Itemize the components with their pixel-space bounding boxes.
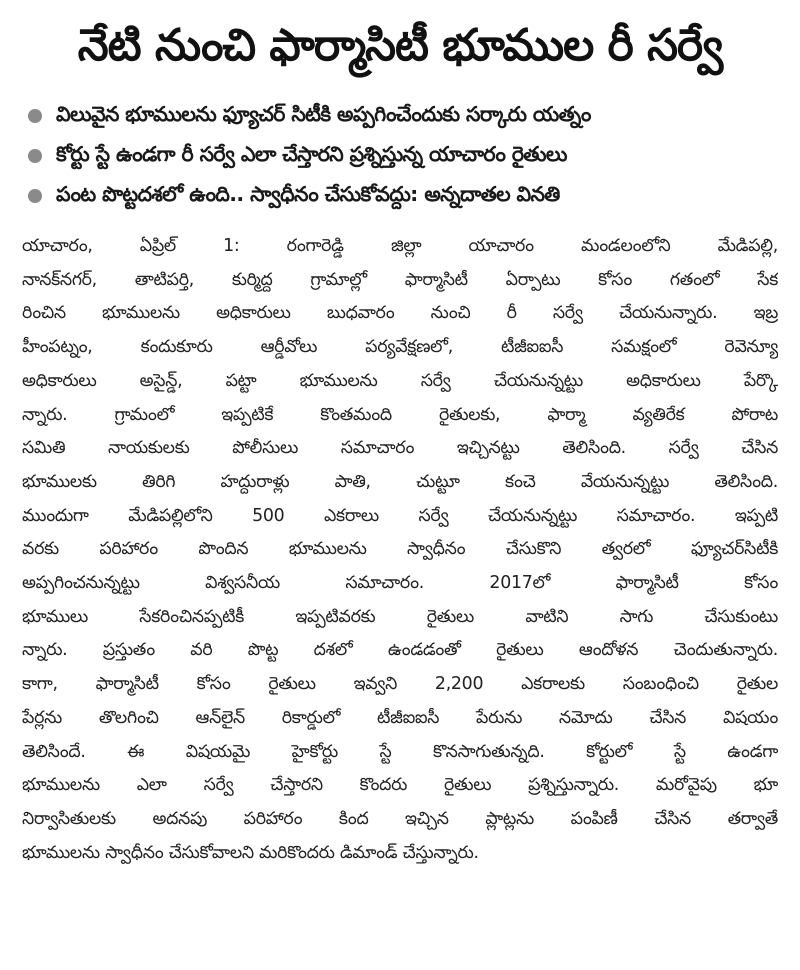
subheadline-text: విలువైన భూములను ఫ్యూచర్ సిటీకి అప్పగించేందుకు సర్కారు యత్నం <box>56 101 591 126</box>
body-line: అధికారులు అసైన్డ్, పట్టా భూములను సర్వే చేయనున్నట్టు అధికారులు పేర్కొ <box>22 370 778 391</box>
body-line: భూములను ఎలా సర్వే చేస్తారని కొందరు రైతులు ప్రశ్నిస్తున్నారు. మరోవైపు భూ <box>22 775 778 796</box>
body-line: భూములను స్వాధీనం చేసుకోవాలని మరికొందరు డిమాండ్ చేస్తున్నారు. <box>22 842 479 863</box>
body-line: నిర్వాసితులకు అదనపు పరిహారం కింద ఇచ్చిన ప్లాట్లను పంపిణీ చేసిన తర్వాతే <box>22 808 778 829</box>
body-line: నానక్‌నగర్, తాటిపర్తి, కుర్మిద్ద గ్రామాల్లో ఫార్మాసిటీ ఏర్పాటు కోసం గతంలో సేక <box>22 269 778 290</box>
body-line: వరకు పరిహారం పొందిన భూములను స్వాధీనం చేసుకొని త్వరలో ఫ్యూచర్‌సిటీకి <box>22 539 778 560</box>
body-line: సమితి నాయకులకు పోలీసులు సమాచారం ఇచ్చినట్టు తెలిసింది. సర్వే చేసిన <box>22 438 778 459</box>
body-line: రించిన భూములను అధికారులు బుధవారం నుంచి రీ సర్వే చేయనున్నారు. ఇబ్ర <box>22 303 778 324</box>
body-line: పేర్లను తొలగించి ఆన్‌లైన్ రికార్డులో టీజీఐఐసీ పేరును నమోదు చేసిన విషయం <box>22 707 778 728</box>
body-line: తెలిసిందే. ఈ విషయమై హైకోర్టు స్టే కొనసాగుతున్నది. కోర్టులో స్టే ఉండగా <box>22 741 778 762</box>
body-line: భూములకు తిరిగి హద్దురాళ్లు పాతి, చుట్టూ కంచె వేయనున్నట్టు తెలిసింది. <box>22 471 778 492</box>
body-line: ముందుగా మేడిపల్లిలోని 500 ఎకరాలు సర్వే చేయనున్నట్టు సమాచారం. ఇప్పటి <box>22 505 778 526</box>
body-line: భూములు సేకరించినప్పటికీ ఇప్పటివరకు రైతులు వాటిని సాగు చేసుకుంటు <box>22 606 778 627</box>
body-line: న్నారు. ప్రస్తుతం వరి పొట్ట దశలో ఉండడంతో రైతులు ఆందోళన చెందుతున్నారు. <box>22 640 778 661</box>
body-line: న్నారు. గ్రామంలో ఇప్పటికే కొంతమంది రైతులకు, ఫార్మా వ్యతిరేక పోరాట <box>22 404 778 425</box>
bullet-icon <box>28 189 42 203</box>
bullet-icon <box>28 109 42 123</box>
bullet-icon <box>28 149 42 163</box>
headline: నేటి నుంచి ఫార్మాసిటీ భూముల రీ సర్వే <box>77 20 723 71</box>
body-line: కాగా, ఫార్మాసిటీ కోసం రైతులు ఇవ్వని 2,200 ఎకరాలకు సంబంధించి రైతుల <box>22 674 778 695</box>
article-body <box>22 230 778 870</box>
body-line: హీంపట్నం, కందుకూరు ఆర్డీవోలు పర్యవేక్షణలో, టీజీఐఐసీ సమక్షంలో రెవెన్యూ <box>22 337 778 358</box>
subheadline-text: పంట పొట్టదశలో ఉంది.. స్వాధీనం చేసుకోవద్దు: అన్నదాతల వినతి <box>56 181 560 206</box>
subheadline-item <box>22 136 778 176</box>
body-line: అప్పగించనున్నట్టు విశ్వసనీయ సమాచారం. 2017లో ఫార్మాసిటీ కోసం <box>22 573 778 594</box>
subheadline-item <box>22 176 778 216</box>
subheadline-item <box>22 96 778 136</box>
body-line: యాచారం, ఏప్రిల్ 1: రంగారెడ్డి జిల్లా యాచారం మండలంలోని మేడిపల్లి, <box>22 236 778 256</box>
subheadline-list <box>22 96 778 216</box>
subheadline-text: కోర్టు స్టే ఉండగా రీ సర్వే ఎలా చేస్తారని ప్రశ్నిస్తున్న యాచారం రైతులు <box>56 141 567 166</box>
